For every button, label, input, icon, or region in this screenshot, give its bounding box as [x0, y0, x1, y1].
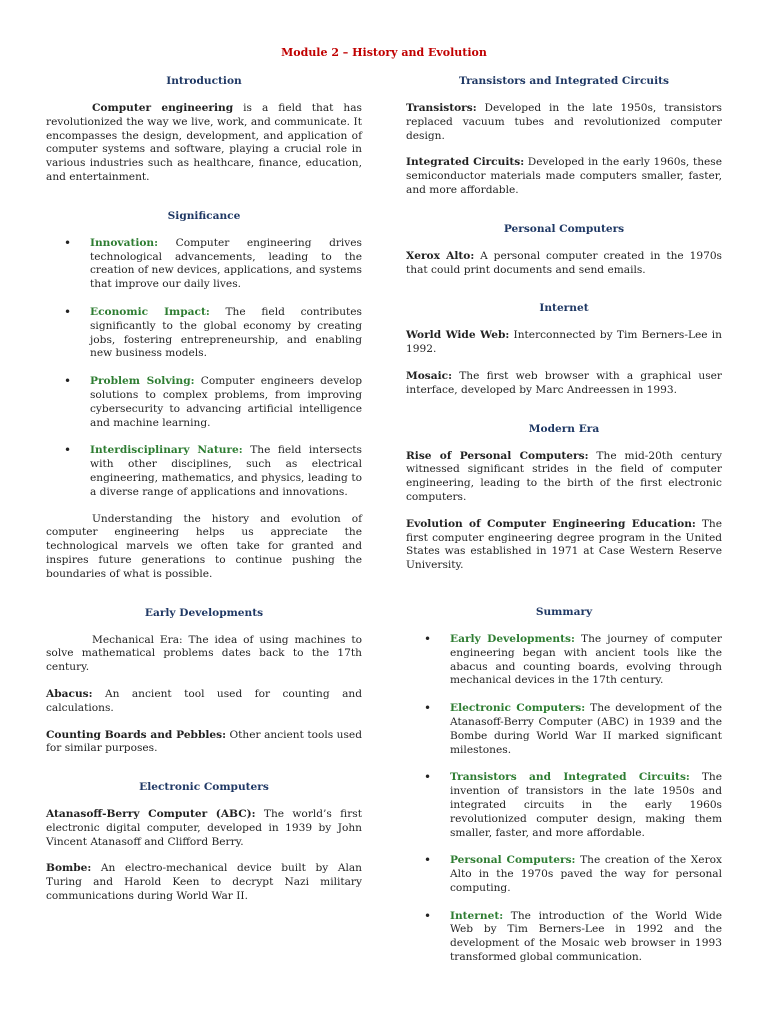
item-label: Internet:: [450, 909, 504, 922]
list-gap: [406, 896, 722, 910]
mosaic-term: Mosaic:: [406, 369, 453, 382]
item-text: Computer engineering drives technological advancements, leading to the creation of new devices, applications, and systems that improve our daily lives.: [90, 236, 362, 291]
bombe-term: Bombe:: [46, 862, 92, 875]
list-item: [406, 771, 722, 840]
rise-paragraph: [406, 450, 722, 505]
transistors-text: Developed in the late 1950s, transistors replaced vacuum tubes and revolutionized computer design.: [406, 102, 722, 142]
right-column: [406, 74, 722, 965]
heading-personal-computers: Personal Computers: [503, 222, 625, 235]
left-column: [46, 74, 362, 904]
ic-text: Developed in the early 1960s, these semiconductor materials made computers smaller, faster, and more affordable.: [406, 156, 722, 196]
heading-modern-era: Modern Era: [528, 422, 600, 435]
intro-text: is a field that has revolutionized the way we live, work, and communicate. It encompasses the design, development, and application of computer systems and software, playing a crucial role in various industries such as healthcare, finance, education, and entertainment.: [46, 102, 362, 183]
intro-paragraph: [46, 102, 362, 185]
www-paragraph: [406, 329, 722, 357]
bullet-icon: •: [424, 701, 432, 716]
bullet-icon: •: [424, 853, 432, 868]
xerox-paragraph: [406, 250, 722, 278]
boards-term: Counting Boards and Pebbles:: [46, 728, 227, 741]
www-term: World Wide Web:: [406, 329, 510, 342]
abacus-paragraph: [46, 688, 362, 716]
xerox-text: A personal computer created in the 1970s that could print documents and send emails.: [406, 249, 722, 276]
item-text: The journey of computer engineering began with ancient tools like the abacus and counting boards, evolving through mechanical devices in the 17th century.: [450, 632, 722, 687]
list-item: [46, 237, 362, 292]
item-label: Economic Impact:: [90, 305, 210, 318]
module-title: Module 2 – History and Evolution: [281, 46, 487, 59]
heading-summary: Summary: [535, 605, 593, 618]
item-label: Electronic Computers:: [450, 702, 586, 715]
heading-significance: Significance: [167, 209, 241, 222]
item-text: Computer engineers develop solutions to complex problems, from improving cybersecurity to advancing artificial intelligence and machine learning.: [90, 375, 362, 429]
edu-term: Evolution of Computer Engineering Education:: [406, 517, 696, 530]
item-text: The field contributes significantly to the global economy by creating jobs, fostering entrepreneurship, and enabling new business models.: [90, 305, 362, 360]
abc-term: Atanasoff-Berry Computer (ABC):: [46, 808, 256, 821]
abacus-term: Abacus:: [46, 687, 93, 700]
edu-text: The first computer engineering degree program in the United States was established in 1971 at Case Western Reserve University.: [406, 517, 722, 572]
boards-paragraph: [46, 729, 362, 757]
bullet-icon: •: [424, 908, 432, 923]
rise-term: Rise of Personal Computers:: [406, 449, 589, 462]
list-gap: [46, 361, 362, 375]
xerox-term: Xerox Alto:: [406, 249, 475, 262]
item-text: The creation of the Xerox Alto in the 1970s paved the way for personal computing.: [450, 854, 722, 894]
item-label: Transistors and Integrated Circuits:: [450, 771, 690, 784]
transistors-term: Transistors:: [406, 102, 477, 114]
rise-text: The mid-20th century witnessed significant strides in the field of computer engineering, leading to the birth of the first electronic computers.: [406, 449, 722, 503]
abacus-text: An ancient tool used for counting and calculations.: [46, 687, 362, 714]
item-label: Interdisciplinary Nature:: [90, 444, 243, 457]
item-text: The introduction of the World Wide Web by Tim Berners-Lee in 1992 and the development of the Mosaic web browser in 1993 transformed global communication.: [450, 909, 722, 964]
list-item: [406, 633, 722, 688]
www-text: Interconnected by Tim Berners-Lee in 1992.: [406, 329, 722, 356]
mosaic-paragraph: [406, 370, 722, 398]
intro-term: Computer engineering: [92, 102, 234, 114]
item-label: Innovation:: [90, 236, 159, 249]
heading-introduction: Introduction: [166, 75, 242, 87]
item-label: Personal Computers:: [450, 854, 576, 867]
abc-paragraph: [46, 808, 362, 849]
edu-paragraph: [406, 518, 722, 573]
item-label: Early Developments:: [450, 632, 575, 645]
heading-early-developments: Early Developments: [144, 606, 264, 619]
bullet-icon: •: [64, 235, 72, 250]
list-item: [46, 375, 362, 430]
bullet-icon: •: [424, 770, 432, 785]
list-gap: [46, 430, 362, 444]
significance-list: [46, 237, 362, 500]
list-gap: [46, 292, 362, 306]
list-item: [406, 702, 722, 757]
list-item: [46, 306, 362, 361]
list-gap: [406, 757, 722, 771]
mosaic-text: The first web browser with a graphical user interface, developed by Marc Andreessen in 1993.: [406, 369, 722, 396]
list-gap: [406, 688, 722, 702]
abc-text: The world’s first electronic digital computer, developed in 1939 by John Vincent Atanasoff and Clifford Berry.: [46, 808, 362, 848]
summary-list: [406, 633, 722, 965]
ic-paragraph: [406, 156, 722, 197]
item-text: The invention of transistors in the late 1950s and integrated circuits in the early 1960s revolutionized computer design, making them smaller, faster, and more affordable.: [450, 771, 722, 839]
bullet-icon: •: [64, 443, 72, 458]
item-text: The development of the Atanasoff-Berry Computer (ABC) in 1939 and the Bombe during World War II marked significant milestones.: [450, 702, 722, 756]
item-label: Problem Solving:: [90, 375, 195, 388]
boards-text: Other ancient tools used for similar purposes.: [46, 728, 362, 755]
list-gap: [406, 840, 722, 854]
list-item: [406, 854, 722, 895]
ic-term: Integrated Circuits:: [406, 156, 525, 169]
heading-transistors: Transistors and Integrated Circuits: [458, 75, 669, 87]
item-text: The field intersects with other disciplines, such as electrical engineering, mathematics, and physics, leading to a diverse range of applications and innovations.: [90, 444, 362, 498]
heading-electronic-computers: Electronic Computers: [139, 781, 269, 794]
transistors-paragraph: [406, 102, 722, 143]
list-item: [406, 910, 722, 965]
list-item: [46, 444, 362, 499]
bullet-icon: •: [424, 631, 432, 646]
mechanical-era: Mechanical Era: The idea of using machines to solve mathematical problems dates back to the 17th century.: [46, 633, 362, 674]
significance-closing: Understanding the history and evolution of computer engineering helps us appreciate the technological marvels we often take for granted and inspires future generations to continue pushing the boundaries of what is possible.: [46, 512, 362, 580]
bullet-icon: •: [64, 304, 72, 319]
heading-internet: Internet: [539, 302, 589, 315]
bombe-paragraph: [46, 862, 362, 903]
bullet-icon: •: [64, 374, 72, 389]
bombe-text: An electro-mechanical device built by Alan Turing and Harold Keen to decrypt Nazi military communications during World War II.: [46, 862, 362, 903]
